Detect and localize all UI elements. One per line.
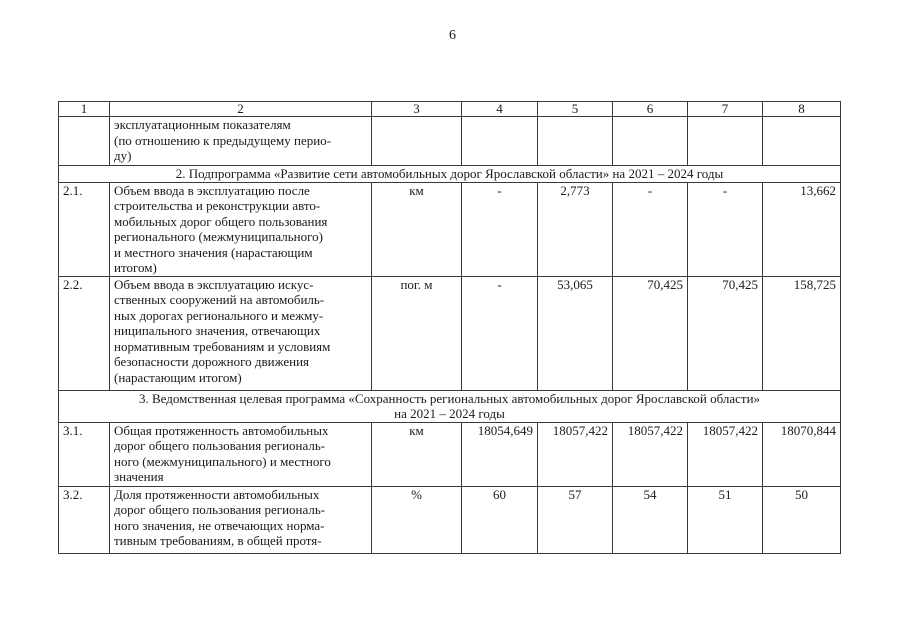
value-cell (688, 117, 763, 166)
value-cell (462, 117, 538, 166)
unit-cell: % (372, 486, 462, 553)
indicator-name: Объем ввода в эксплуатацию искус- ственных сооружений на автомобиль- ных дорогах регионального и межму- ниципального значения, отвечающих нормативным требованиям и условиям безопасности дорожного движения (нарастающим итогом) (110, 276, 372, 390)
row-number: 3.1. (59, 422, 110, 486)
value-cell: 57 (538, 486, 613, 553)
value-cell: 18070,844 (763, 422, 841, 486)
table-row-3-1 (59, 422, 841, 486)
value-cell: 18054,649 (462, 422, 538, 486)
table-row-continuation (59, 117, 841, 166)
table-row-2-1 (59, 182, 841, 276)
indicator-name: эксплуатационным показателям (по отношению к предыдущему перио- ду) (110, 117, 372, 166)
table-row-2-2 (59, 276, 841, 390)
value-cell: 2,773 (538, 182, 613, 276)
column-header: 4 (462, 102, 538, 117)
indicator-name: Общая протяженность автомобильных дорог общего пользования региональ- ного (межмуниципального) и местного значения (110, 422, 372, 486)
unit-cell: км (372, 182, 462, 276)
value-cell (613, 117, 688, 166)
value-cell: 54 (613, 486, 688, 553)
column-header: 2 (110, 102, 372, 117)
value-cell: 18057,422 (688, 422, 763, 486)
value-cell (763, 117, 841, 166)
indicator-name: Объем ввода в эксплуатацию после строительства и реконструкции авто- мобильных дорог общего пользования регионального (межмуниципального) и местного значения (нарастающим итогом) (110, 182, 372, 276)
table-header-row (59, 102, 841, 117)
value-cell: - (688, 182, 763, 276)
column-header: 1 (59, 102, 110, 117)
indicator-name: Доля протяженности автомобильных дорог общего пользования региональ- ного значения, не отвечающих норма- тивным требованиям, в общей протя- (110, 486, 372, 553)
value-cell: - (462, 276, 538, 390)
row-number: 2.1. (59, 182, 110, 276)
unit-cell: пог. м (372, 276, 462, 390)
section-2-title: 2. Подпрограмма «Развитие сети автомобильных дорог Ярославской области» на 2021 – 2024 годы (59, 166, 841, 183)
section-heading-row (59, 166, 841, 183)
value-cell: - (613, 182, 688, 276)
row-number: 3.2. (59, 486, 110, 553)
value-cell: - (462, 182, 538, 276)
value-cell: 70,425 (688, 276, 763, 390)
value-cell: 18057,422 (538, 422, 613, 486)
table-row-3-2 (59, 486, 841, 553)
unit-cell: км (372, 422, 462, 486)
section-3-title: 3. Ведомственная целевая программа «Сохранность региональных автомобильных дорог Ярославской области» на 2021 – 2024 годы (59, 390, 841, 422)
value-cell: 60 (462, 486, 538, 553)
section-heading-row (59, 390, 841, 422)
column-header: 7 (688, 102, 763, 117)
value-cell: 18057,422 (613, 422, 688, 486)
indicators-table (58, 101, 841, 554)
column-header: 5 (538, 102, 613, 117)
row-number (59, 117, 110, 166)
column-header: 3 (372, 102, 462, 117)
page-number: 6 (449, 28, 456, 43)
unit-cell (372, 117, 462, 166)
row-number: 2.2. (59, 276, 110, 390)
value-cell: 50 (763, 486, 841, 553)
value-cell (538, 117, 613, 166)
value-cell: 13,662 (763, 182, 841, 276)
value-cell: 53,065 (538, 276, 613, 390)
value-cell: 51 (688, 486, 763, 553)
column-header: 6 (613, 102, 688, 117)
value-cell: 70,425 (613, 276, 688, 390)
column-header: 8 (763, 102, 841, 117)
value-cell: 158,725 (763, 276, 841, 390)
